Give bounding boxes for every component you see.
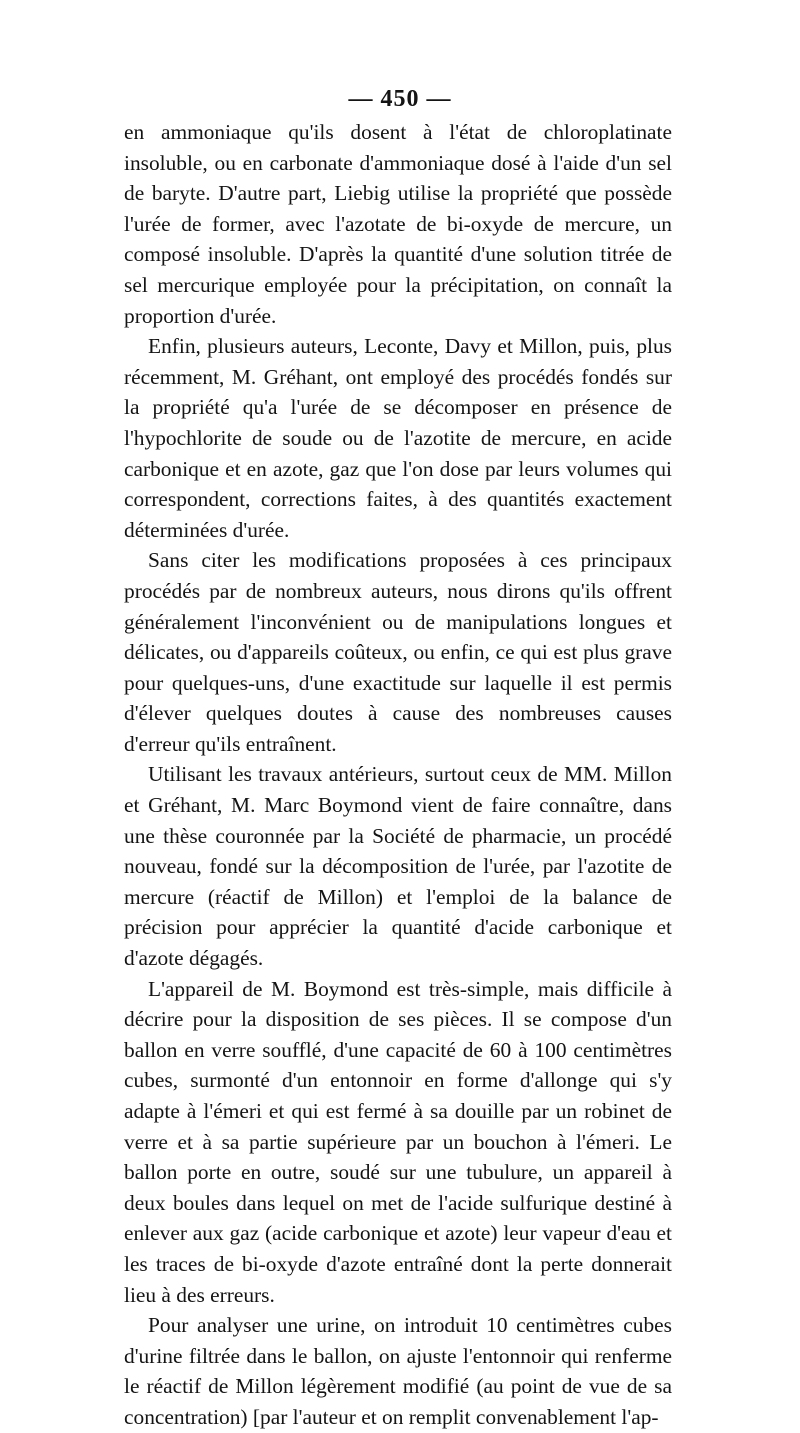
paragraph-6: Pour analyser une urine, on introduit 10 centimètres cubes d'urine filtrée dans le ballon, on ajuste l'entonnoir qui renferme le réactif de Millon légèrement modifié (au point de vue de sa concentration) [par l'auteur et on remplit convenablement l'ap- (124, 1313, 672, 1429)
paragraph-2: Enfin, plusieurs auteurs, Leconte, Davy et Millon, puis, plus récemment, M. Gréhant, ont employé des procédés fondés sur la propriété qu'a l'urée de se décomposer en présence de l'hypochlorite de soude ou de l'azotite de mercure, en acide carbonique et en azote, gaz que l'on dose par leurs volumes qui correspondent, corrections faites, à des quantités exactement déterminées d'urée. (124, 334, 672, 542)
paragraph-3: Sans citer les modifications proposées à ces principaux procédés par de nombreux auteurs, nous dirons qu'ils offrent généralement l'inconvénient ou de manipulations longues et délicates, ou d'appareils coûteux, ou enfin, ce qui est plus grave pour quelques-uns, d'une exactitude sur laquelle il est permis d'élever quelques doutes à cause des nombreuses causes d'erreur qu'ils entraînent. (124, 548, 672, 756)
body-text (124, 117, 672, 1433)
page-number: — 450 — (348, 86, 452, 112)
paragraph-1: en ammoniaque qu'ils dosent à l'état de chloroplatinate insoluble, ou en carbonate d'ammoniaque dosé à l'aide d'un sel de baryte. D'autre part, Liebig utilise la propriété que possède l'urée de former, avec l'azotate de bi-oxyde de mercure, un composé insoluble. D'après la quantité d'une solution titrée de sel mercurique employée pour la précipitation, on connaît la proportion d'urée. (124, 120, 672, 328)
paragraph-4: Utilisant les travaux antérieurs, surtout ceux de MM. Millon et Gréhant, M. Marc Boymond vient de faire connaître, dans une thèse couronnée par la Société de pharmacie, un procédé nouveau, fondé sur la décomposition de l'urée, par l'azotite de mercure (réactif de Millon) et l'emploi de la balance de précision pour apprécier la quantité d'acide carbonique et d'azote dégagés. (124, 762, 672, 971)
paragraph-5: L'appareil de M. Boymond est très-simple, mais difficile à décrire pour la disposition de ses pièces. Il se compose d'un ballon en verre soufflé, d'une capacité de 60 à 100 centimètres cubes, surmonté d'un entonnoir en forme d'allonge qui s'y adapte à l'émeri et qui est fermé à sa douille par un robinet de verre et à sa partie supérieure par un bouchon à l'émeri. Le ballon porte en outre, soudé sur une tubulure, un appareil à deux boules dans lequel on met de l'acide sulfurique destiné à enlever aux gaz (acide carbonique et azote) leur vapeur d'eau et les traces de bi-oxyde d'azote entraîné dont la perte donnerait lieu à des erreurs. (124, 976, 672, 1307)
